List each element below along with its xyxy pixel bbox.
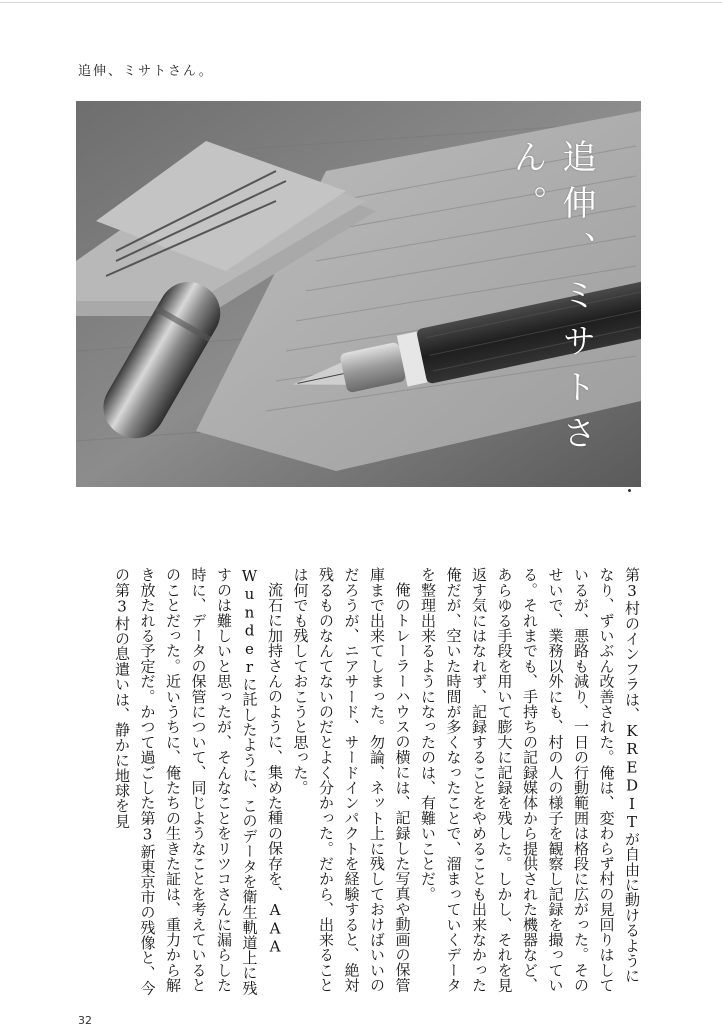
photo-title: 追伸、ミサトさん。: [507, 139, 596, 461]
header-photo: [76, 101, 641, 487]
body-text: [92, 567, 644, 997]
paragraph: 流石に加持さんのように、集めた種の保存を、AAA Wunderに託したように、このデータを衛生軌道上に残すのは難しいと思ったが、そんなことをリツコさんに漏らした時に、データの保管について、同じようなことを考えているとのことだった。近いうちに、俺たちの生きた証は、重力から解き放たれる予定だ。かつて過ごした第3新東京市の残像と、今の第3村の息遣いは、静かに地球を見: [113, 567, 284, 996]
decorative-dot: [628, 489, 631, 492]
paragraph: 第3村のインフラは、KREDITが自由に動けるようになり、ずいぶん改善された。俺は、変わらず村の見回りはしているが、悪路も減り、一日の行動範囲は格段に広がった。そのせいで、業務以外にも、村の人の様子を観察し記録を撮っている。それまでも、手持ちの記録媒体から提供された機器など、あらゆる手段を用いて膨大に記録を残した。しかし、それを見返す気にはなれず、記録することをやめることも出来なかった俺だが、空いた時間が多くなったことで、溜まっていくデータを整理出来るようになったのは、有難いことだ。: [419, 567, 641, 993]
page-number: 32: [78, 1014, 92, 1027]
running-header-title: 追伸、ミサトさん。: [78, 64, 214, 79]
top-rule: [0, 2, 722, 3]
paragraph: 俺のトレーラーハウスの横には、記録した写真や動画の保管庫まで出来てしまった。勿論、ネット上に残しておけばいいのだろうが、ニアサード、サードインパクトを経験すると、絶対残るものなんてないのだとよく分かった。だから、出来ることは何でも残しておこうと思った。: [291, 567, 412, 993]
